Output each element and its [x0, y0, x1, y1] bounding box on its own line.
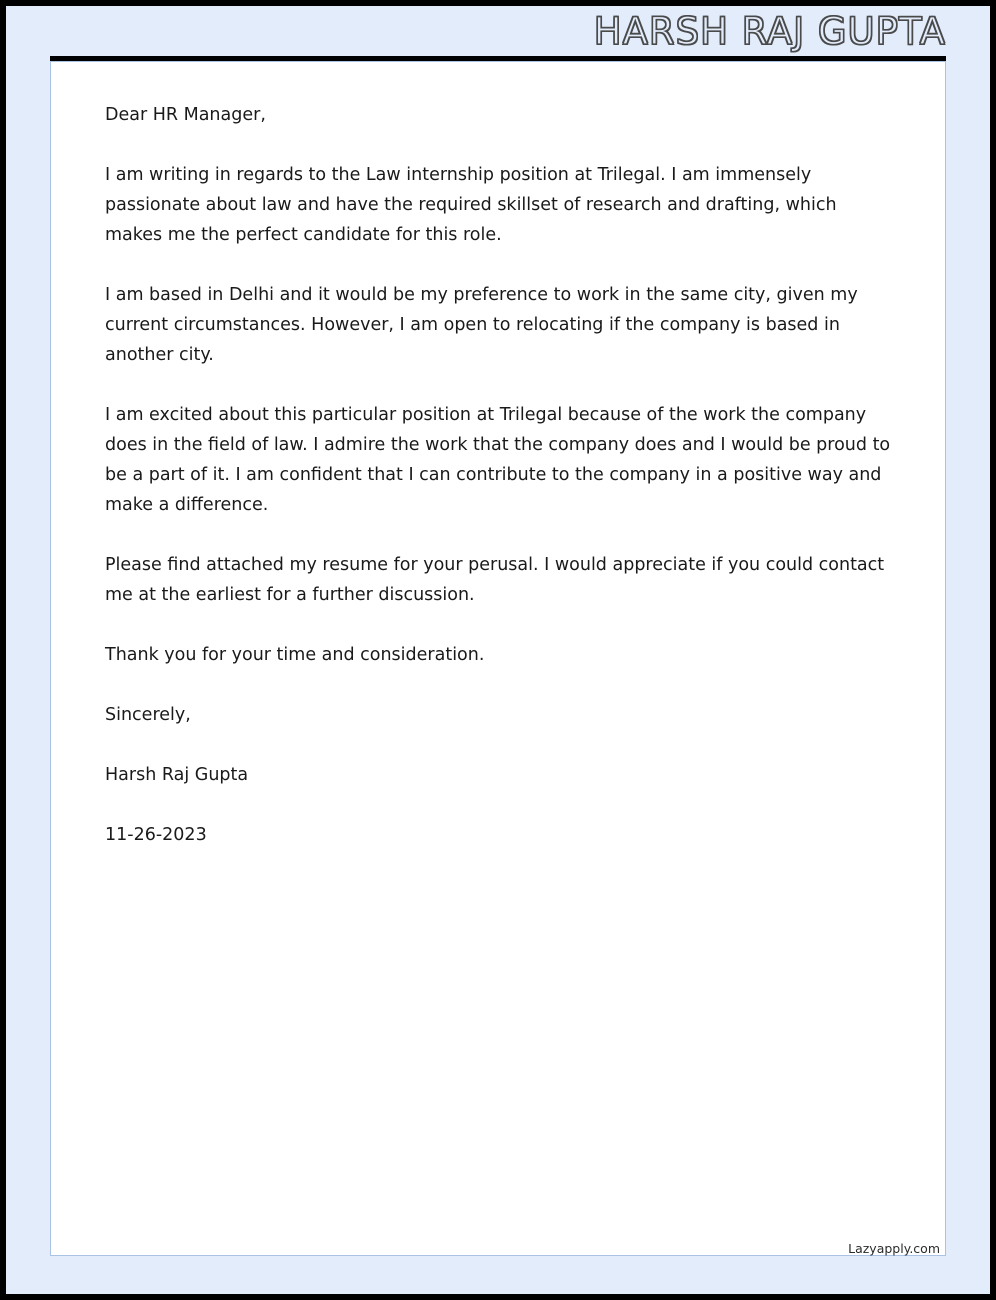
closing: Sincerely,: [105, 705, 191, 725]
footer-brand: Lazyapply.com: [848, 1241, 940, 1256]
paragraph-1: I am writing in regards to the Law internship position at Trilegal. I am immensely passionate about law and have the required skillset of research and drafting, which makes me the perfect candidate for this role.: [105, 165, 837, 245]
letter-text: [105, 100, 891, 850]
letter-date: 11-26-2023: [105, 825, 207, 845]
document-header: [6, 6, 990, 54]
candidate-name-heading: HARSH RAJ GUPTA: [593, 10, 946, 53]
letter-body-card: [50, 61, 946, 1256]
paragraph-4: Please find attached my resume for your perusal. I would appreciate if you could contact me at the earliest for a further discussion.: [105, 555, 885, 605]
salutation: Dear HR Manager,: [105, 105, 266, 125]
paragraph-5: Thank you for your time and consideration.: [105, 645, 485, 665]
paragraph-3: I am excited about this particular position at Trilegal because of the work the company does in the field of law. I admire the work that the company does and I would be proud to be a part of it. I am confident that I can contribute to the company in a positive way and make a difference.: [105, 405, 891, 515]
signature-name: Harsh Raj Gupta: [105, 765, 249, 785]
paragraph-2: I am based in Delhi and it would be my preference to work in the same city, given my current circumstances. However, I am open to relocating if the company is based in another city.: [105, 285, 858, 365]
